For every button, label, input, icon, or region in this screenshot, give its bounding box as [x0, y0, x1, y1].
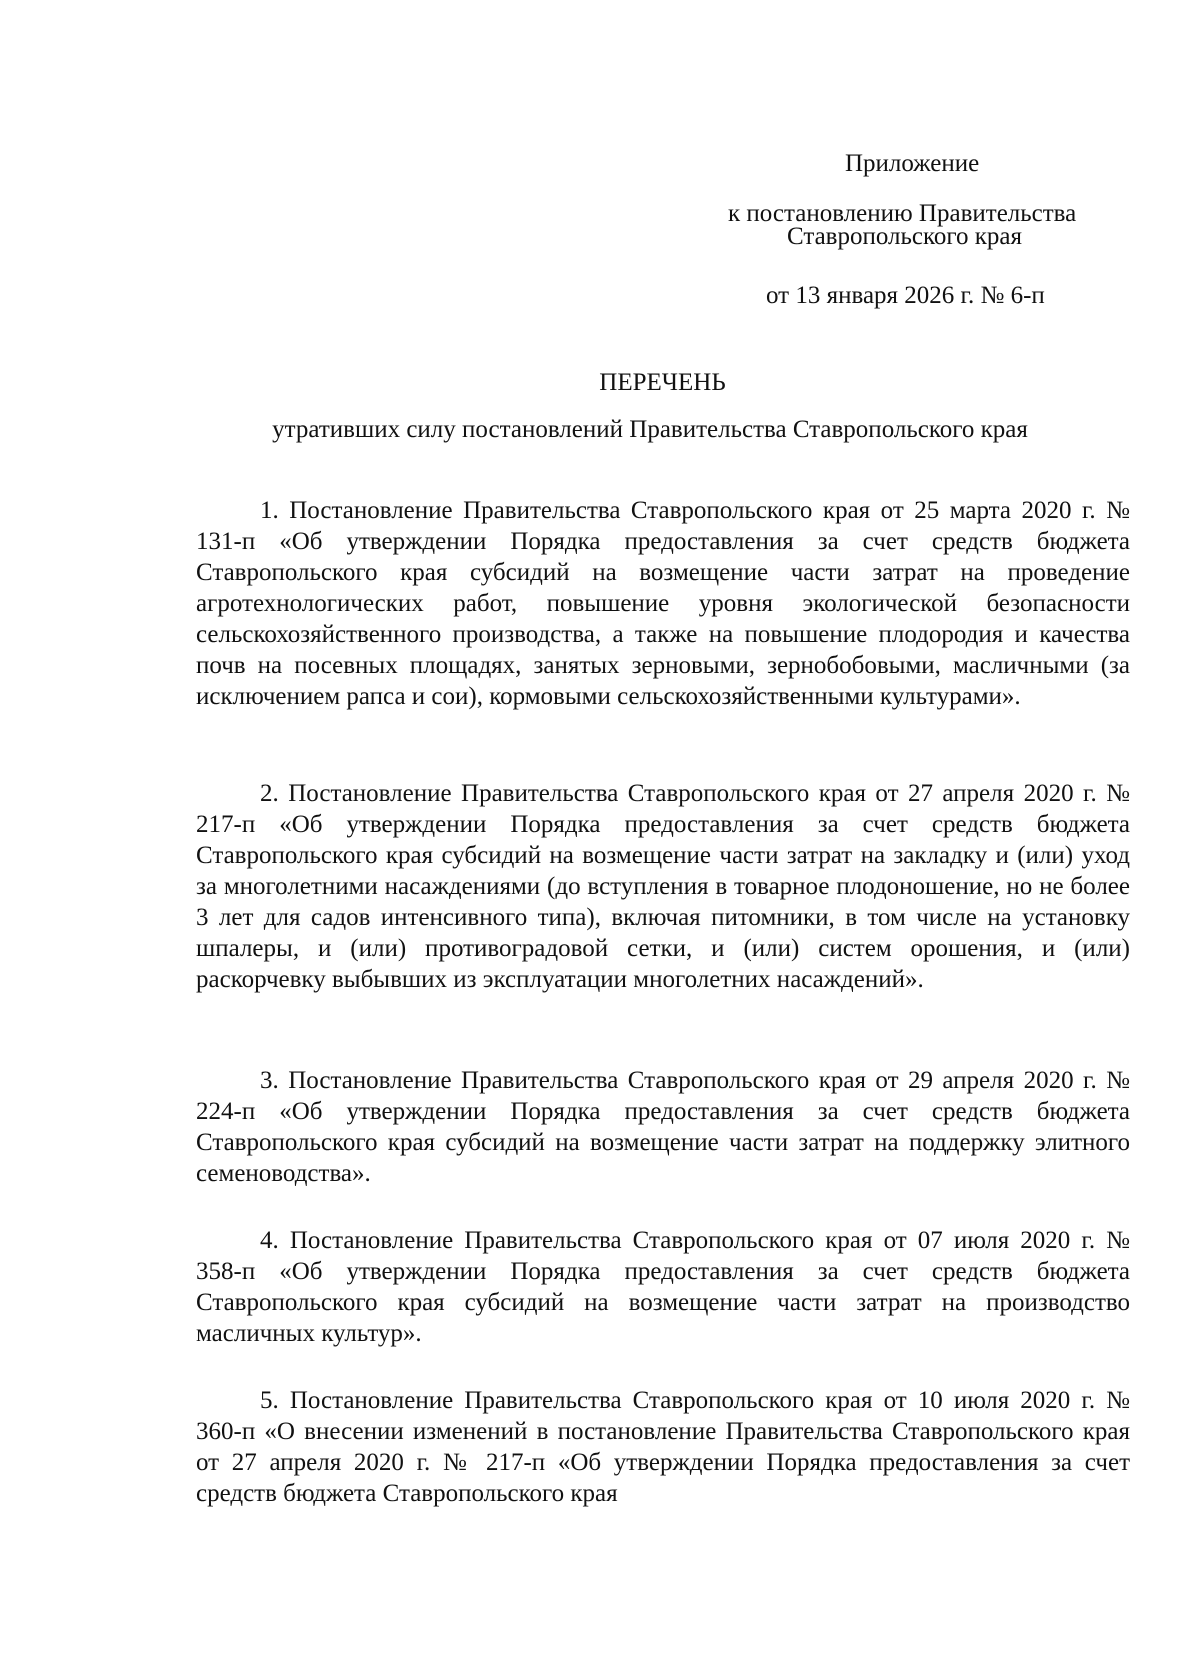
list-item: 1. Постановление Правительства Ставропольского края от 25 марта 2020 г. № 131-п «Об утверждении Порядка предоставления за счет средств бюджета Ставропольского края субсидий на возмещение части затрат на проведение агротехнологических работ, повышение уровня экологической безопасности сельскохозяйственного производства, а также на повышение плодородия и качества почв на посевных площадях, занятых зерновыми, зернобобовыми, масличными (за исключением рапса и сои), кормовыми сельскохозяйственными культурами».	[196, 497, 1130, 710]
document-title: ПЕРЕЧЕНЬ	[599, 369, 726, 396]
appendix-date-number: от 13 января 2026 г. № 6-п	[766, 282, 1045, 309]
list-item: 4. Постановление Правительства Ставропольского края от 07 июля 2020 г. № 358-п «Об утверждении Порядка предоставления за счет средств бюджета Ставропольского края субсидий на возмещение части затрат на производство масличных культур».	[196, 1227, 1130, 1347]
list-item: 5. Постановление Правительства Ставропольского края от 10 июля 2020 г. № 360-п «О внесении изменений в постановление Правительства Ставропольского края от 27 апреля 2020 г. № 217-п «Об утверждении Порядка предоставления за счет средств бюджета Ставропольского края	[196, 1387, 1130, 1507]
document-subtitle: утративших силу постановлений Правительства Ставропольского края	[272, 416, 1028, 443]
appendix-resolution-line: к постановлению Правительства	[728, 200, 1077, 227]
list-item: 3. Постановление Правительства Ставропольского края от 29 апреля 2020 г. № 224-п «Об утверждении Порядка предоставления за счет средств бюджета Ставропольского края субсидий на возмещение части затрат на поддержку элитного семеноводства».	[196, 1067, 1130, 1187]
appendix-title: Приложение	[845, 150, 980, 177]
appendix-region-line: Ставропольского края	[787, 223, 1022, 250]
list-item: 2. Постановление Правительства Ставропольского края от 27 апреля 2020 г. № 217-п «Об утверждении Порядка предоставления за счет средств бюджета Ставропольского края субсидий на возмещение части затрат на закладку и (или) уход за многолетними насаждениями (до вступления в товарное плодоношение, но не более 3 лет для садов интенсивного типа), включая питомники, в том числе на установку шпалеры, и (или) противоградовой сетки, и (или) систем орошения, и (или) раскорчевку выбывших из эксплуатации многолетних насаждений».	[196, 780, 1130, 993]
